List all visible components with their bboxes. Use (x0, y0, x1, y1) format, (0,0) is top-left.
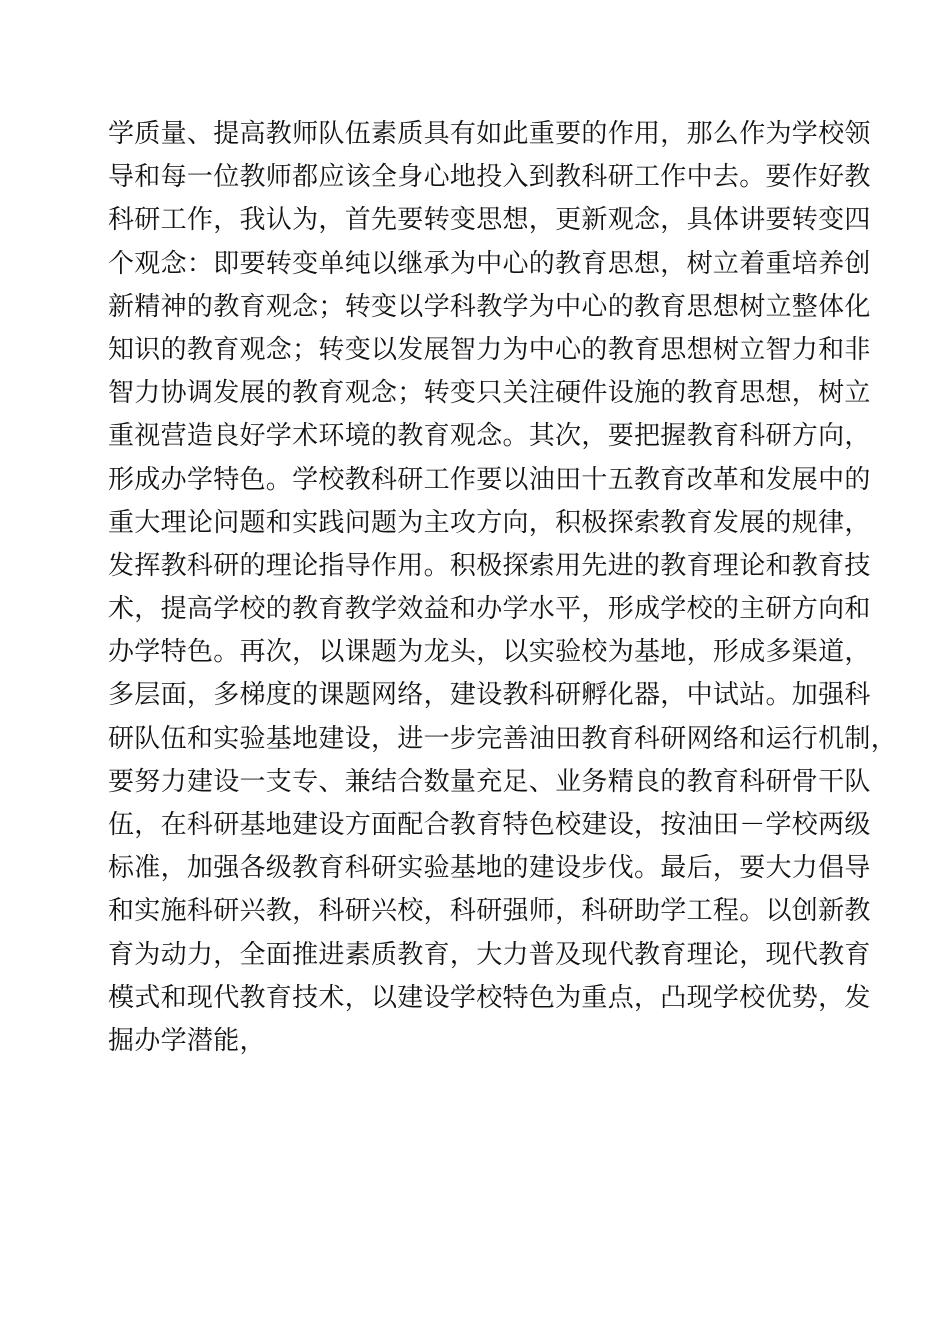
text-line: 掘办学潜能， (108, 1025, 266, 1056)
text-line: 学质量、提高教师队伍素质具有如此重要的作用，那么作为学校领 (108, 119, 871, 149)
text-line: 重视营造良好学术环境的教育观念。其次，要把握教育科研方向， (108, 421, 871, 452)
text-line: 术，提高学校的教育教学效益和办学水平，形成学校的主研方向和 (108, 594, 871, 625)
text-line: 研队伍和实验基地建设，进一步完善油田教育科研网络和运行机制， (108, 723, 898, 754)
text-line: 重大理论问题和实践问题为主攻方向，积极探索教育发展的规律， (108, 507, 871, 538)
text-line: 知识的教育观念；转变以发展智力为中心的教育思想树立智力和非 (108, 334, 871, 365)
text-line: 标准，加强各级教育科研实验基地的建设步伐。最后，要大力倡导 (108, 853, 871, 884)
text-line: 伍，在科研基地建设方面配合教育特色校建设，按油田－学校两级 (108, 810, 871, 840)
text-line: 办学特色。再次，以课题为龙头，以实验校为基地，形成多渠道， (108, 637, 871, 668)
text-line: 要努力建设一支专、兼结合数量充足、业务精良的教育科研骨干队 (108, 766, 871, 797)
text-line: 导和每一位教师都应该全身心地投入到教科研工作中去。要作好教 (108, 162, 871, 193)
text-line: 个观念：即要转变单纯以继承为中心的教育思想，树立着重培养创 (108, 248, 871, 279)
text-line: 智力协调发展的教育观念；转变只关注硬件设施的教育思想，树立 (108, 378, 871, 409)
text-line: 新精神的教育观念；转变以学科教学为中心的教育思想树立整体化 (108, 291, 871, 322)
text-line: 育为动力，全面推进素质教育，大力普及现代教育理论，现代教育 (108, 939, 871, 970)
text-line: 发挥教科研的理论指导作用。积极探索用先进的教育理论和教育技 (108, 550, 871, 581)
text-line: 科研工作，我认为，首先要转变思想，更新观念，具体讲要转变四 (108, 205, 871, 236)
text-line: 和实施科研兴教，科研兴校，科研强师，科研助学工程。以创新教 (108, 896, 871, 927)
text-line: 多层面，多梯度的课题网络，建设教科研孵化器，中试站。加强科 (108, 680, 871, 711)
text-line: 模式和现代教育技术，以建设学校特色为重点，凸现学校优势，发 (108, 982, 871, 1013)
body-paragraph (108, 113, 898, 1063)
text-line: 形成办学特色。学校教科研工作要以油田十五教育改革和发展中的 (108, 464, 871, 495)
